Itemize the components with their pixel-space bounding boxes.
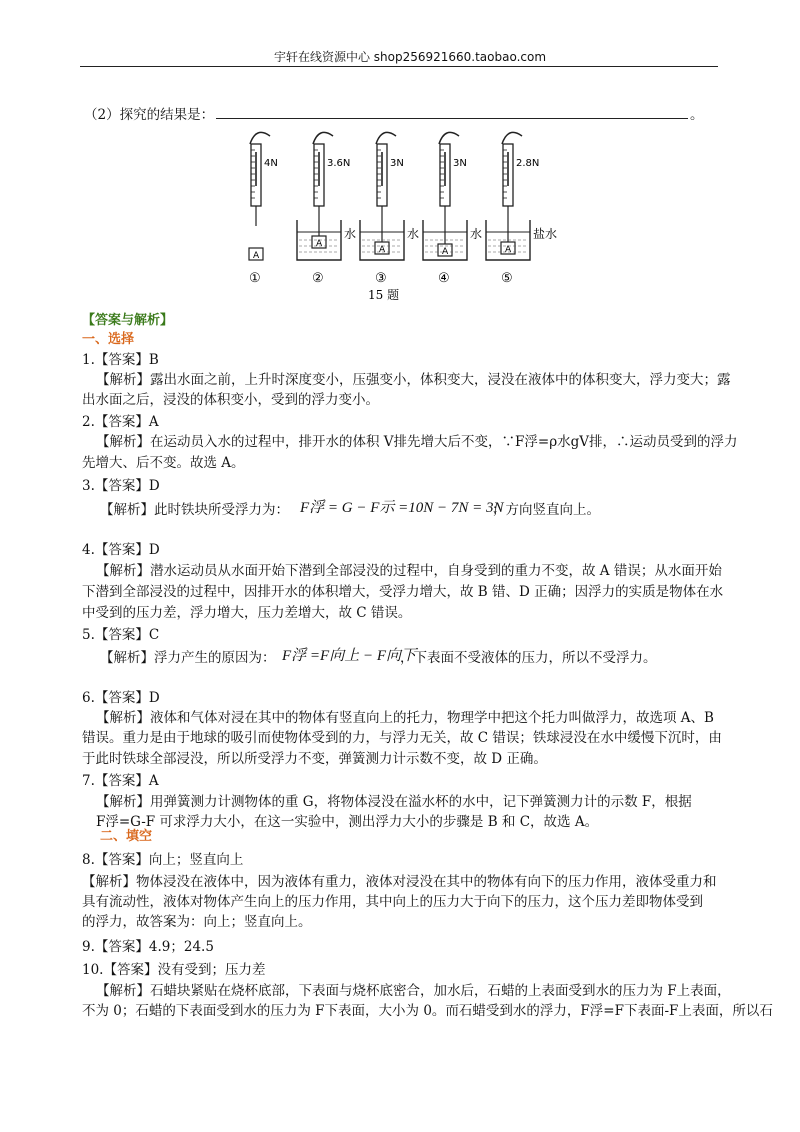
question-2-prompt: （2）探究的结果是：	[84, 107, 215, 123]
scale-hook-top	[439, 132, 459, 144]
text-line: 【解析】露出水面之前，上升时深度变小，压强变小，体积变大，浸没在液体中的体积变大，浮力变大；露	[96, 372, 731, 388]
text-line: 【解析】此时铁块所受浮力为：	[100, 502, 289, 518]
figure-number: ④	[438, 271, 450, 286]
text-line: 【解析】石蜡块紧贴在烧杯底部，下表面与烧杯底密合，加水后，石蜡的上表面受到水的压力为 F上表面，	[96, 983, 731, 999]
scale-reading: 3N	[390, 158, 404, 169]
text-line: 的浮力，故答案为：向上；竖直向上。	[82, 914, 312, 930]
text-line: 2.【答案】A	[82, 414, 159, 430]
block-label: A	[253, 251, 260, 261]
question-2-end: 。	[690, 107, 704, 123]
text-line: 7.【答案】A	[82, 773, 159, 789]
text-line: 5.【答案】C	[82, 627, 160, 643]
text-line: 下潜到全部浸没的过程中，因排开水的体积增大，受浮力增大，故 B 错、D 正确；因浮力的实质是物体在水	[82, 584, 724, 600]
block-label: A	[442, 247, 449, 257]
text-line: 【解析】在运动员入水的过程中，排开水的体积 V排先增大后不变，∵F浮=ρ水gV排，∴运动员受到的浮力	[96, 434, 738, 450]
liquid-label: 盐水	[533, 227, 558, 241]
scale-reading: 2.8N	[516, 158, 540, 169]
text-line: 4.【答案】D	[82, 542, 160, 558]
text-line: 不为 0；石蜡的下表面受到水的压力为 F下表面，大小为 0。而石蜡受到水的浮力，F浮=F下表面-F上表面，所以石	[82, 1003, 773, 1019]
text-line: 3.【答案】D	[82, 478, 160, 494]
scale-reading: 4N	[264, 158, 278, 169]
formula: F浮 =F向上 − F向下	[282, 648, 416, 664]
text-line: 【解析】潜水运动员从水面开始下潜到全部浸没的过程中，自身受到的重力不变，故 A 错误；从水面开始	[96, 563, 722, 579]
text-line: 1.【答案】B	[82, 352, 159, 368]
text-line: 【解析】物体浸没在液体中，因为液体有重力，液体对浸没在其中的物体有向下的压力作用，液体受重力和	[82, 874, 717, 890]
scale-hook-top	[313, 132, 333, 144]
text-line: 10.【答案】没有受到；压力差	[82, 962, 266, 978]
liquid-label: 水	[344, 227, 357, 241]
text-line: ，下表面不受液体的压力，所以不受浮力。	[400, 650, 657, 666]
answer-blank-line	[216, 118, 688, 119]
text-line: 中受到的压力差，浮力增大，压力差增大，故 C 错误。	[82, 605, 412, 621]
text-line: 具有流动性，液体对物体产生向上的压力作用，其中向上的压力大于向下的压力，这个压力差即物体受到	[82, 894, 703, 910]
figure-number: ③	[375, 271, 387, 286]
header-rule	[80, 66, 718, 67]
scale-reading: 3.6N	[327, 158, 351, 169]
scale-reading: 3N	[453, 158, 467, 169]
text-line: 8.【答案】向上；竖直向上	[82, 852, 244, 868]
block-label: A	[505, 245, 512, 255]
scale-hook-top	[502, 132, 522, 144]
section-choice: 一、选择	[82, 332, 135, 347]
section-fill: 二、填空	[100, 829, 153, 844]
figure-number: ⑤	[501, 271, 513, 286]
figure-caption: 15 题	[368, 288, 400, 302]
text-line: 【解析】液体和气体对浸在其中的物体有竖直向上的托力，物理学中把这个托力叫做浮力，故选项 A、B	[96, 710, 714, 726]
formula: F浮 = G − F示 =10N − 7N = 3N	[300, 500, 504, 516]
block-label: A	[379, 245, 386, 255]
figure-number: ①	[249, 271, 261, 286]
text-line: 【解析】用弹簧测力计测物体的重 G，将物体浸没在溢水杯的水中，记下弹簧测力计的示数 F，根据	[96, 794, 692, 810]
text-line: 【解析】浮力产生的原因为：	[100, 650, 276, 666]
answers-heading: 【答案与解析】	[82, 313, 174, 328]
scale-hook-top	[250, 132, 270, 144]
text-line: 错误。重力是由于地球的吸引而使物体受到的力，与浮力无关，故 C 错误；铁球浸没在水中缓慢下沉时，由	[82, 730, 722, 746]
text-line: 9.【答案】4.9；24.5	[82, 939, 214, 955]
scale-hook-top	[376, 132, 396, 144]
block-label: A	[316, 239, 323, 249]
text-line: F浮=G-F 可求浮力大小，在这一实验中，测出浮力大小的步骤是 B 和 C，故选 A。	[96, 814, 599, 830]
liquid-label: 水	[470, 227, 483, 241]
text-line: 于此时铁球全部浸没，所以所受浮力不变，弹簧测力计示数不变，故 D 正确。	[82, 751, 547, 767]
text-line: 先增大、后不变。故选 A。	[82, 455, 245, 471]
figure-number: ②	[312, 271, 324, 286]
text-line: ；方向竖直向上。	[492, 502, 600, 518]
spring-scale-figure	[236, 122, 566, 302]
liquid-label: 水	[407, 227, 420, 241]
text-line: 6.【答案】D	[82, 690, 160, 706]
text-line: 出水面之后，浸没的体积变小，受到的浮力变小。	[82, 392, 379, 408]
page-header: 宇轩在线资源中心 shop256921660.taobao.com	[273, 50, 547, 64]
